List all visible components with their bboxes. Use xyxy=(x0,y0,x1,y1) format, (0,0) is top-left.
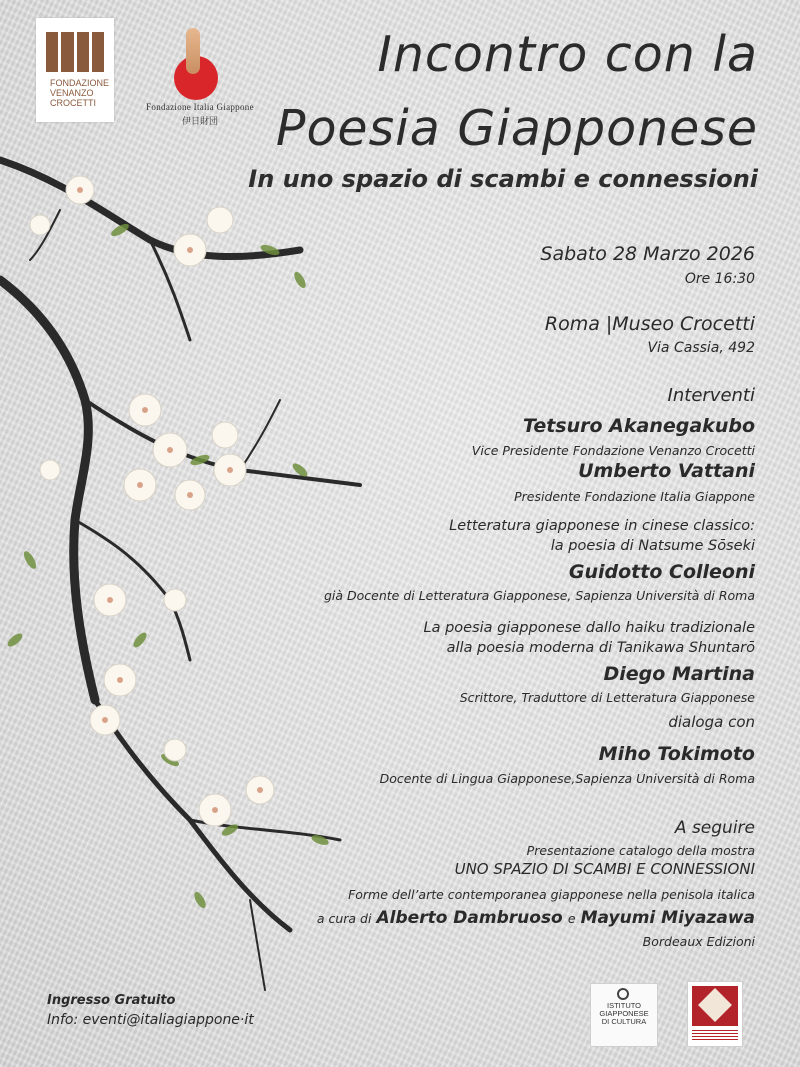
logo2-kanji: 伊日財団 xyxy=(181,117,218,127)
speaker5-role: Docente di Lingua Giapponese,Sapienza Università di Roma xyxy=(379,771,755,786)
venanzo-crocetti-logo xyxy=(36,18,114,122)
curated-prefix: a cura di xyxy=(316,911,372,926)
curator-1: Alberto Dambruoso xyxy=(376,908,563,928)
dialoga-con: dialoga con xyxy=(668,713,755,731)
istituto-giapponese-logo xyxy=(590,983,658,1047)
talk1-line1: Letteratura giapponese in cinese classico: xyxy=(449,518,755,534)
talk2-line1: La poesia giapponese dallo haiku tradizionale xyxy=(423,620,755,636)
speaker2-role: Presidente Fondazione Italia Giappone xyxy=(514,489,755,504)
speaker3-role: già Docente di Letteratura Giapponese, Sapienza Università di Roma xyxy=(323,588,755,603)
logo3-line1: ISTITUTO xyxy=(606,1001,642,1010)
subtitle: In uno spazio di scambi e connessioni xyxy=(248,165,758,193)
speaker3-name: Guidotto Colleoni xyxy=(568,561,755,583)
curators-line xyxy=(317,908,755,928)
info-contact: Info: eventi@italiagiappone·it xyxy=(47,1012,254,1028)
logo1-line3: CROCETTI xyxy=(50,98,96,108)
curator-conj: e xyxy=(567,911,576,926)
publisher: Bordeaux Edizioni xyxy=(642,934,755,949)
event-address: Via Cassia, 492 xyxy=(647,340,755,356)
followup-intro: Presentazione catalogo della mostra xyxy=(526,843,755,858)
figures-icon xyxy=(46,32,104,72)
speaker4-name: Diego Martina xyxy=(603,663,755,685)
event-date: Sabato 28 Marzo 2026 xyxy=(540,243,755,265)
event-venue: Roma |Museo Crocetti xyxy=(544,313,755,335)
entry-note: Ingresso Gratuito xyxy=(47,993,176,1008)
speaker1-name: Tetsuro Akanegakubo xyxy=(522,415,755,437)
logo3-line2: GIAPPONESE xyxy=(599,1009,649,1018)
speaker2-name: Umberto Vattani xyxy=(578,460,755,482)
event-time: Ore 16:30 xyxy=(684,271,755,287)
istituto-mark-icon xyxy=(617,988,629,1000)
curator-2: Mayumi Miyazawa xyxy=(580,908,755,928)
followup-heading: A seguire xyxy=(674,818,755,838)
exhibition-title: UNO SPAZIO DI SCAMBI E CONNESSIONI xyxy=(454,860,755,878)
exhibition-description: Forme dell’arte contemporanea giapponese nella penisola italica xyxy=(348,887,755,902)
talk1-line2: la poesia di Natsume Sōseki xyxy=(550,538,755,554)
logo1-line1: FONDAZIONE xyxy=(50,78,110,88)
italia-giappone-logo xyxy=(130,18,270,128)
title-line-1: Incontro con la xyxy=(377,26,758,83)
title-line-2: Poesia Giapponese xyxy=(275,100,758,157)
speaker4-role: Scrittore, Traduttore di Letteratura Giapponese xyxy=(459,690,755,705)
venus-figure-icon xyxy=(186,28,200,74)
program-heading: Interventi xyxy=(667,385,755,406)
logo2-name: Fondazione Italia Giappone xyxy=(146,102,254,112)
speaker5-name: Miho Tokimoto xyxy=(598,743,755,765)
logo1-line2: VENANZO xyxy=(50,88,94,98)
fius-federation-logo xyxy=(687,981,743,1047)
logo3-line3: DI CULTURA xyxy=(601,1017,647,1026)
cherry-blossom-branch-icon xyxy=(0,140,380,1000)
speaker1-role: Vice Presidente Fondazione Venanzo Crocetti xyxy=(471,443,755,458)
talk2-line2: alla poesia moderna di Tanikawa Shuntarō xyxy=(446,640,755,656)
